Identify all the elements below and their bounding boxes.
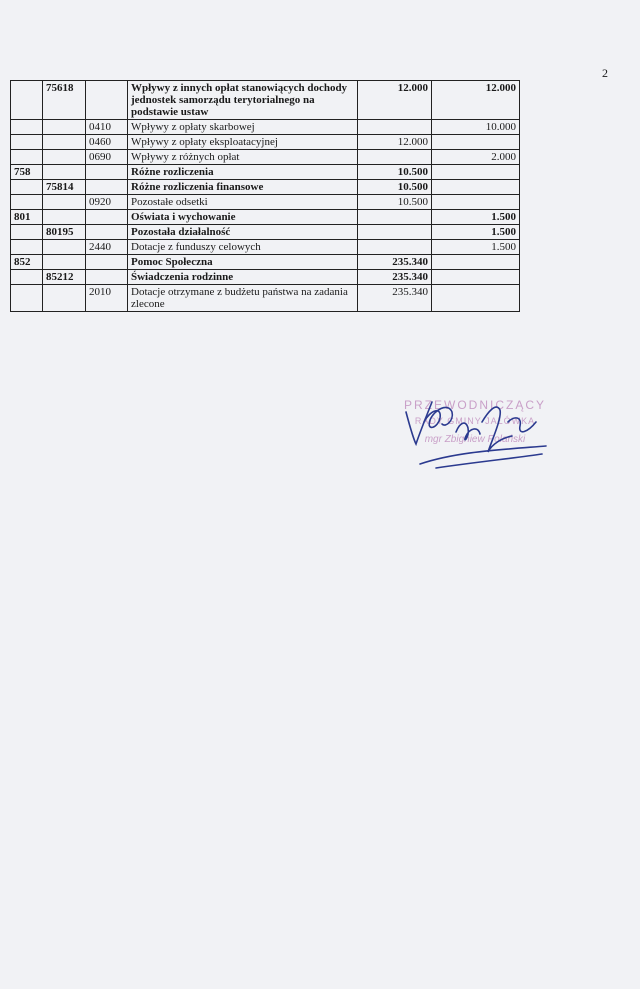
handwritten-signature-icon xyxy=(396,392,556,472)
cell-dzial: 801 xyxy=(11,210,43,225)
cell-dzial xyxy=(11,285,43,312)
cell-zwiekszenia xyxy=(432,195,520,210)
cell-zmniejszenia: 235.340 xyxy=(358,285,432,312)
cell-zwiekszenia xyxy=(432,285,520,312)
cell-paragraf: 0920 xyxy=(86,195,128,210)
table-row xyxy=(11,255,520,270)
cell-paragraf: 0690 xyxy=(86,150,128,165)
table-row xyxy=(11,225,520,240)
cell-dzial xyxy=(11,120,43,135)
table-row xyxy=(11,210,520,225)
cell-tresc: Dotacje otrzymane z budżetu państwa na zadania zlecone xyxy=(128,285,358,312)
cell-zmniejszenia: 10.500 xyxy=(358,180,432,195)
cell-rozdzial xyxy=(43,240,86,255)
cell-dzial xyxy=(11,195,43,210)
cell-rozdzial xyxy=(43,135,86,150)
cell-tresc: Oświata i wychowanie xyxy=(128,210,358,225)
cell-dzial xyxy=(11,240,43,255)
cell-zmniejszenia: 235.340 xyxy=(358,270,432,285)
cell-zmniejszenia xyxy=(358,120,432,135)
cell-zwiekszenia: 1.500 xyxy=(432,210,520,225)
cell-zwiekszenia xyxy=(432,270,520,285)
cell-zwiekszenia xyxy=(432,255,520,270)
cell-paragraf xyxy=(86,180,128,195)
cell-tresc: Pozostałe odsetki xyxy=(128,195,358,210)
cell-paragraf: 0410 xyxy=(86,120,128,135)
cell-zmniejszenia: 12.000 xyxy=(358,81,432,120)
cell-dzial xyxy=(11,81,43,120)
table-row xyxy=(11,195,520,210)
table-row xyxy=(11,180,520,195)
cell-paragraf xyxy=(86,225,128,240)
cell-tresc: Różne rozliczenia finansowe xyxy=(128,180,358,195)
cell-rozdzial xyxy=(43,120,86,135)
cell-zwiekszenia xyxy=(432,165,520,180)
cell-rozdzial: 75814 xyxy=(43,180,86,195)
table-row xyxy=(11,285,520,312)
page-number: 2 xyxy=(602,66,608,80)
cell-zwiekszenia: 10.000 xyxy=(432,120,520,135)
cell-dzial xyxy=(11,135,43,150)
cell-zmniejszenia xyxy=(358,225,432,240)
cell-rozdzial xyxy=(43,210,86,225)
cell-zmniejszenia: 10.500 xyxy=(358,195,432,210)
stamp-council: RADY GMINY JAŁÓWKA xyxy=(414,416,536,426)
cell-paragraf xyxy=(86,255,128,270)
cell-rozdzial xyxy=(43,255,86,270)
cell-zmniejszenia: 235.340 xyxy=(358,255,432,270)
cell-tresc: Świadczenia rodzinne xyxy=(128,270,358,285)
cell-dzial: 758 xyxy=(11,165,43,180)
cell-zwiekszenia: 1.500 xyxy=(432,225,520,240)
cell-tresc: Wpływy z innych opłat stanowiących dochody jednostek samorządu terytorialnego na podstawie ustaw xyxy=(128,81,358,120)
cell-tresc: Pozostała działalność xyxy=(128,225,358,240)
table-row xyxy=(11,135,520,150)
cell-rozdzial: 85212 xyxy=(43,270,86,285)
cell-paragraf xyxy=(86,210,128,225)
cell-zwiekszenia: 1.500 xyxy=(432,240,520,255)
table-row xyxy=(11,270,520,285)
stamp-title: PRZEWODNICZĄCY xyxy=(404,398,546,412)
cell-zwiekszenia: 2.000 xyxy=(432,150,520,165)
cell-zwiekszenia xyxy=(432,135,520,150)
table-row xyxy=(11,81,520,120)
cell-zmniejszenia xyxy=(358,210,432,225)
cell-dzial: 852 xyxy=(11,255,43,270)
budget-table-body xyxy=(11,81,520,312)
cell-paragraf xyxy=(86,81,128,120)
stamp-name: mgr Zbigniew Polański xyxy=(424,434,526,445)
cell-dzial xyxy=(11,180,43,195)
cell-tresc: Wpływy z różnych opłat xyxy=(128,150,358,165)
cell-paragraf: 0460 xyxy=(86,135,128,150)
cell-tresc: Pomoc Społeczna xyxy=(128,255,358,270)
table-row xyxy=(11,165,520,180)
table-row xyxy=(11,240,520,255)
cell-rozdzial xyxy=(43,195,86,210)
table-row xyxy=(11,150,520,165)
cell-rozdzial: 80195 xyxy=(43,225,86,240)
cell-tresc: Różne rozliczenia xyxy=(128,165,358,180)
cell-dzial xyxy=(11,270,43,285)
cell-paragraf: 2440 xyxy=(86,240,128,255)
cell-paragraf: 2010 xyxy=(86,285,128,312)
cell-zmniejszenia xyxy=(358,150,432,165)
cell-zmniejszenia: 12.000 xyxy=(358,135,432,150)
cell-tresc: Dotacje z funduszy celowych xyxy=(128,240,358,255)
table-row xyxy=(11,120,520,135)
cell-dzial xyxy=(11,150,43,165)
cell-zwiekszenia xyxy=(432,180,520,195)
cell-paragraf xyxy=(86,165,128,180)
cell-rozdzial xyxy=(43,285,86,312)
cell-tresc: Wpływy z opłaty skarbowej xyxy=(128,120,358,135)
budget-table xyxy=(10,80,520,312)
cell-zmniejszenia: 10.500 xyxy=(358,165,432,180)
cell-dzial xyxy=(11,225,43,240)
cell-zmniejszenia xyxy=(358,240,432,255)
cell-rozdzial: 75618 xyxy=(43,81,86,120)
cell-tresc: Wpływy z opłaty eksploatacyjnej xyxy=(128,135,358,150)
cell-paragraf xyxy=(86,270,128,285)
cell-zwiekszenia: 12.000 xyxy=(432,81,520,120)
cell-rozdzial xyxy=(43,165,86,180)
cell-rozdzial xyxy=(43,150,86,165)
